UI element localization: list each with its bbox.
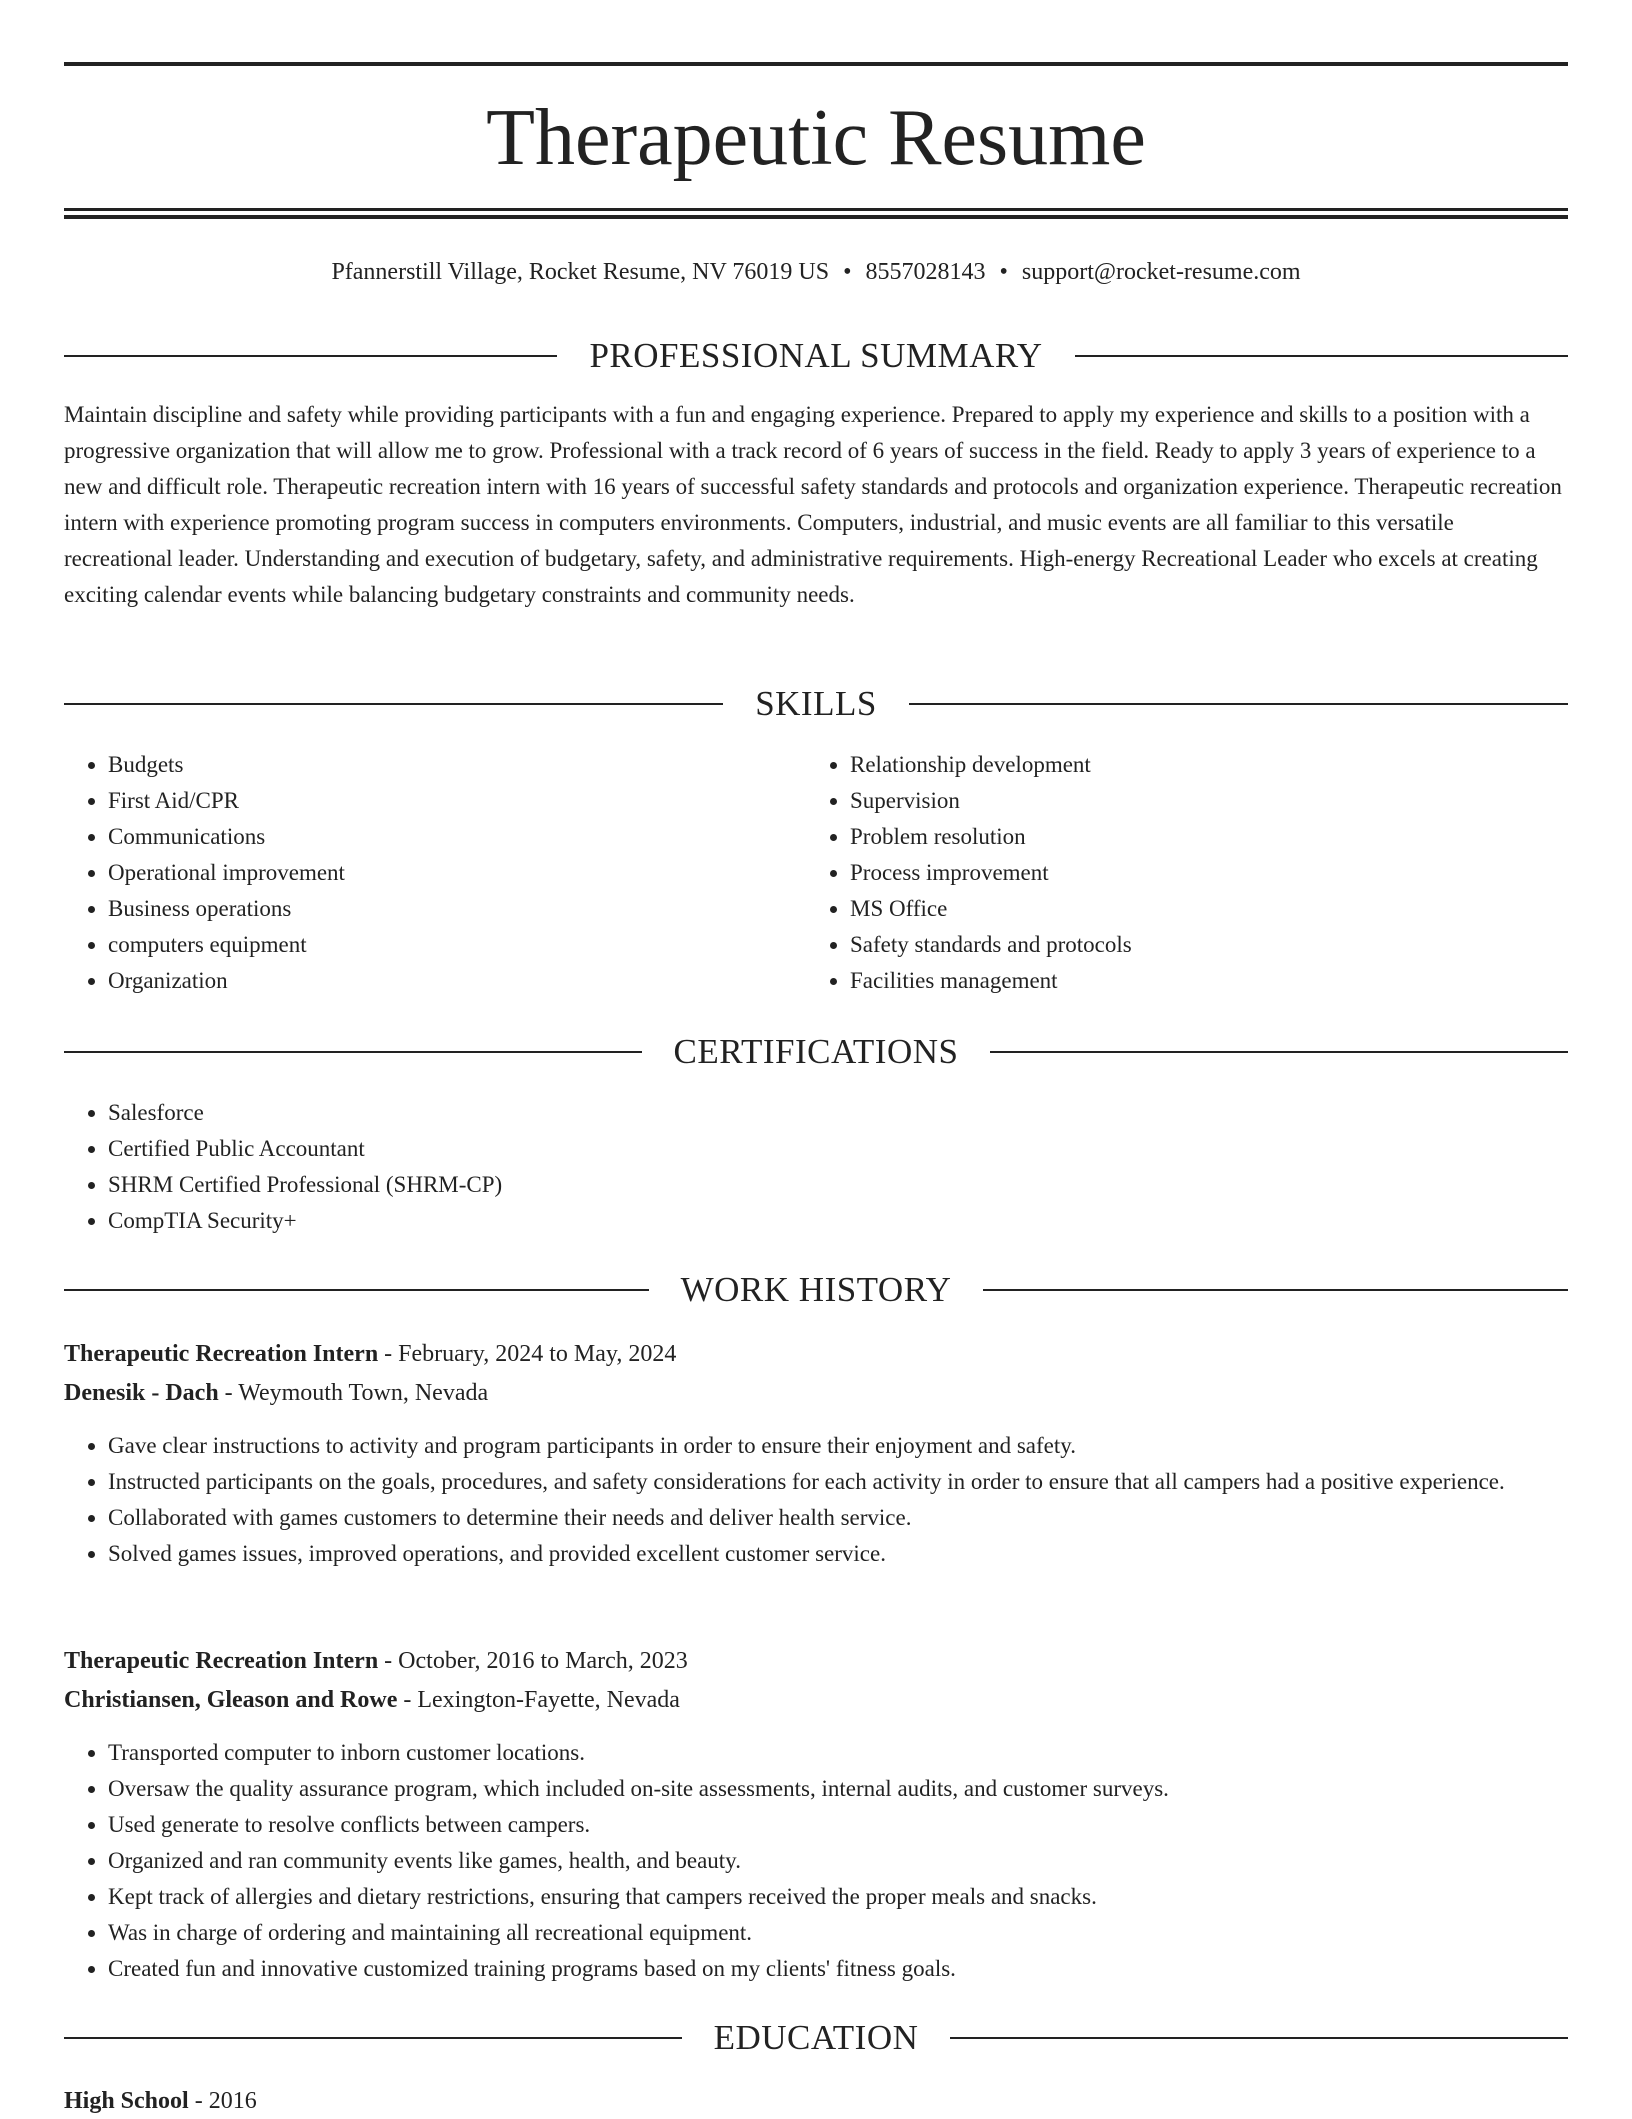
skill-item: • Supervision	[850, 783, 1566, 819]
skill-item: • Process improvement	[850, 855, 1566, 891]
job-responsibilities	[64, 1735, 1568, 1987]
job-company: Christiansen, Gleason and Rowe	[64, 1687, 398, 1713]
skill-item: • Business operations	[108, 891, 804, 927]
heading-rule	[983, 1289, 1568, 1291]
skill-item: • Problem resolution	[850, 819, 1566, 855]
contact-separator: •	[843, 259, 852, 285]
section-heading-skills	[64, 680, 1568, 728]
skill-item: • First Aid/CPR	[108, 783, 804, 819]
skill-item: • Communications	[108, 819, 804, 855]
heading-rule	[1075, 355, 1568, 357]
skill-item: • Relationship development	[850, 747, 1566, 783]
heading-rule	[909, 703, 1568, 705]
job-bullet: • Oversaw the quality assurance program, which included on-site assessments, internal audits, and customer surveys.	[108, 1771, 1568, 1807]
job-bullet: • Kept track of allergies and dietary restrictions, ensuring that campers received the proper meals and snacks.	[108, 1879, 1568, 1915]
job-title-line	[64, 1336, 1568, 1372]
job-bullet: • Used generate to resolve conflicts between campers.	[108, 1807, 1568, 1843]
education-year: - 2016	[188, 2088, 257, 2114]
heading-rule	[64, 1051, 642, 1053]
contact-line	[64, 254, 1568, 290]
job-bullet: • Collaborated with games customers to determine their needs and deliver health service.	[108, 1500, 1568, 1536]
section-title: CERTIFICATIONS	[673, 1032, 959, 1071]
job-bullet-list	[64, 1428, 1568, 1572]
section-heading-summary	[64, 332, 1568, 380]
certifications-list	[64, 1095, 1568, 1239]
title-double-rule	[64, 208, 1568, 219]
skills-list-right	[806, 747, 1566, 999]
contact-phone[interactable]: 8557028143	[865, 259, 986, 285]
section-title: WORK HISTORY	[680, 1270, 952, 1309]
certification-item: • Certified Public Accountant	[108, 1131, 1568, 1167]
skills-column-right	[806, 747, 1566, 999]
certifications-block	[64, 1095, 1568, 1239]
certification-item: • Salesforce	[108, 1095, 1568, 1131]
job-bullet: • Gave clear instructions to activity and program participants in order to ensure their enjoyment and safety.	[108, 1428, 1568, 1464]
skill-item: • Operational improvement	[108, 855, 804, 891]
skill-item: • Organization	[108, 963, 804, 999]
heading-rule	[64, 355, 557, 357]
skill-item: • Safety standards and protocols	[850, 927, 1566, 963]
job-bullet: • Organized and ran community events like games, health, and beauty.	[108, 1843, 1568, 1879]
heading-rule	[64, 1289, 649, 1291]
contact-address: Pfannerstill Village, Rocket Resume, NV 76019 US	[331, 259, 830, 285]
job-title-line	[64, 1643, 1568, 1679]
section-title: PROFESSIONAL SUMMARY	[589, 336, 1043, 375]
skill-item: • Facilities management	[850, 963, 1566, 999]
job-company: Denesik - Dach	[64, 1380, 219, 1406]
summary-text: Maintain discipline and safety while providing participants with a fun and engaging experience. Prepared to apply my experience and skills to a position with a progressive organization that will allow me to grow. Professional with a track record of 6 years of success in the field. Ready to apply 3 years of experience to a new and difficult role. Therapeutic recreation intern with 16 years of successful safety standards and protocols and organization experience. Therapeutic recreation intern with experience promoting program success in computers environments. Computers, industrial, and music events are all familiar to this versatile recreational leader. Understanding and execution of budgetary, safety, and administrative requirements. High-energy Recreational Leader who excels at creating exciting calendar events while balancing budgetary constraints and community needs.	[64, 402, 1562, 607]
heading-rule	[64, 703, 723, 705]
skills-column-left	[64, 747, 804, 999]
job-bullet: • Instructed participants on the goals, procedures, and safety considerations for each activity in order to ensure that all campers had a positive experience.	[108, 1464, 1568, 1500]
section-heading-education	[64, 2014, 1568, 2062]
heading-rule	[950, 2037, 1568, 2039]
job-bullet-list	[64, 1735, 1568, 1987]
resume-title: Therapeutic Resume	[486, 94, 1146, 182]
job-bullet: • Transported computer to inborn customer locations.	[108, 1735, 1568, 1771]
job-bullet: • Created fun and innovative customized training programs based on my clients' fitness goals.	[108, 1951, 1568, 1987]
job-dates: - October, 2016 to March, 2023	[378, 1648, 688, 1674]
job-company-line	[64, 1375, 1568, 1411]
skill-item: • MS Office	[850, 891, 1566, 927]
top-rule	[64, 62, 1568, 66]
job-title: Therapeutic Recreation Intern	[64, 1341, 379, 1367]
heading-rule	[990, 1051, 1568, 1053]
job-bullet: • Solved games issues, improved operations, and provided excellent customer service.	[108, 1536, 1568, 1572]
heading-rule	[64, 2037, 682, 2039]
job-location: - Lexington-Fayette, Nevada	[397, 1687, 680, 1713]
certification-item: • SHRM Certified Professional (SHRM-CP)	[108, 1167, 1568, 1203]
job-company-line	[64, 1682, 1568, 1718]
job-dates: - February, 2024 to May, 2024	[378, 1341, 677, 1367]
job-location: - Weymouth Town, Nevada	[218, 1380, 489, 1406]
section-title: SKILLS	[755, 684, 877, 723]
skills-list-left	[64, 747, 804, 999]
certification-item: • CompTIA Security+	[108, 1203, 1568, 1239]
job-responsibilities	[64, 1428, 1568, 1572]
skill-item: • computers equipment	[108, 927, 804, 963]
job-title: Therapeutic Recreation Intern	[64, 1648, 379, 1674]
section-heading-work-history	[64, 1266, 1568, 1314]
education-entry	[64, 2083, 1568, 2119]
skill-item: • Budgets	[108, 747, 804, 783]
section-heading-certifications	[64, 1028, 1568, 1076]
education-degree: High School	[64, 2088, 189, 2114]
section-title: EDUCATION	[713, 2018, 919, 2057]
contact-email[interactable]: support@rocket-resume.com	[1021, 259, 1301, 285]
job-bullet: • Was in charge of ordering and maintaining all recreational equipment.	[108, 1915, 1568, 1951]
contact-separator: •	[999, 259, 1008, 285]
